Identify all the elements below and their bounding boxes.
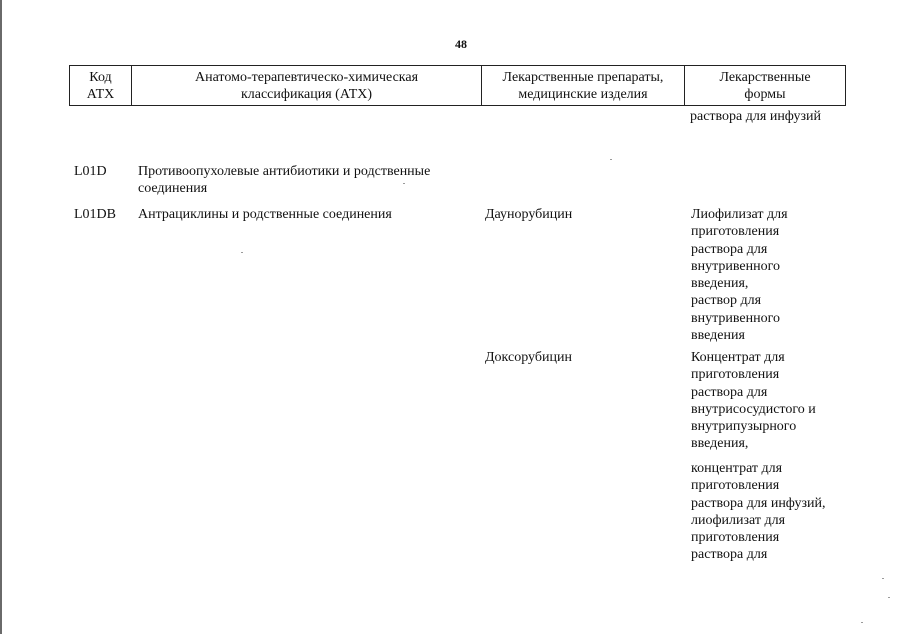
continuation-text: раствора для инфузий <box>690 109 822 124</box>
scan-speck <box>610 159 612 160</box>
page-edge <box>0 0 2 634</box>
drug-name-doxorubicin: Доксорубицин <box>485 350 572 365</box>
scan-speck <box>861 622 863 623</box>
drug-forms-doxorubicin-cont: концентрат для приготовления раствора для инфузий, лиофилизат для приготовления раствора для <box>691 461 826 563</box>
atc-name-l01d: Противоопухолевые антибиотики и родственные соединения <box>138 164 431 197</box>
table-header <box>69 65 846 106</box>
header-drugs <box>482 66 685 105</box>
atc-code-l01d: L01D <box>74 164 107 179</box>
header-code-label: Код АТХ <box>86 69 115 102</box>
header-forms-label: Лекарственные формы <box>719 69 811 102</box>
header-drugs-label: Лекарственные препараты, медицинские изделия <box>502 69 664 102</box>
atc-code-l01db: L01DB <box>74 207 116 222</box>
header-atc-label: Анатомо-терапевтическо-химическая классификация (АТХ) <box>194 69 419 102</box>
drug-forms-daunorubicin: Лиофилизат для приготовления раствора для внутривенного введения, раствор для внутривенного введения <box>691 207 788 344</box>
scan-speck <box>241 252 243 253</box>
scan-speck <box>888 597 890 598</box>
drug-name-daunorubicin: Даунорубицин <box>485 207 573 222</box>
scan-speck <box>882 578 884 579</box>
header-code <box>70 66 132 105</box>
scan-speck <box>403 183 405 184</box>
header-atc <box>132 66 482 105</box>
page-number: 48 <box>455 37 467 51</box>
header-forms <box>685 66 845 105</box>
drug-forms-doxorubicin: Концентрат для приготовления раствора для внутрисосудистого и внутрипузырного введения, <box>691 350 816 452</box>
atc-name-l01db: Антрациклины и родственные соединения <box>138 207 392 222</box>
